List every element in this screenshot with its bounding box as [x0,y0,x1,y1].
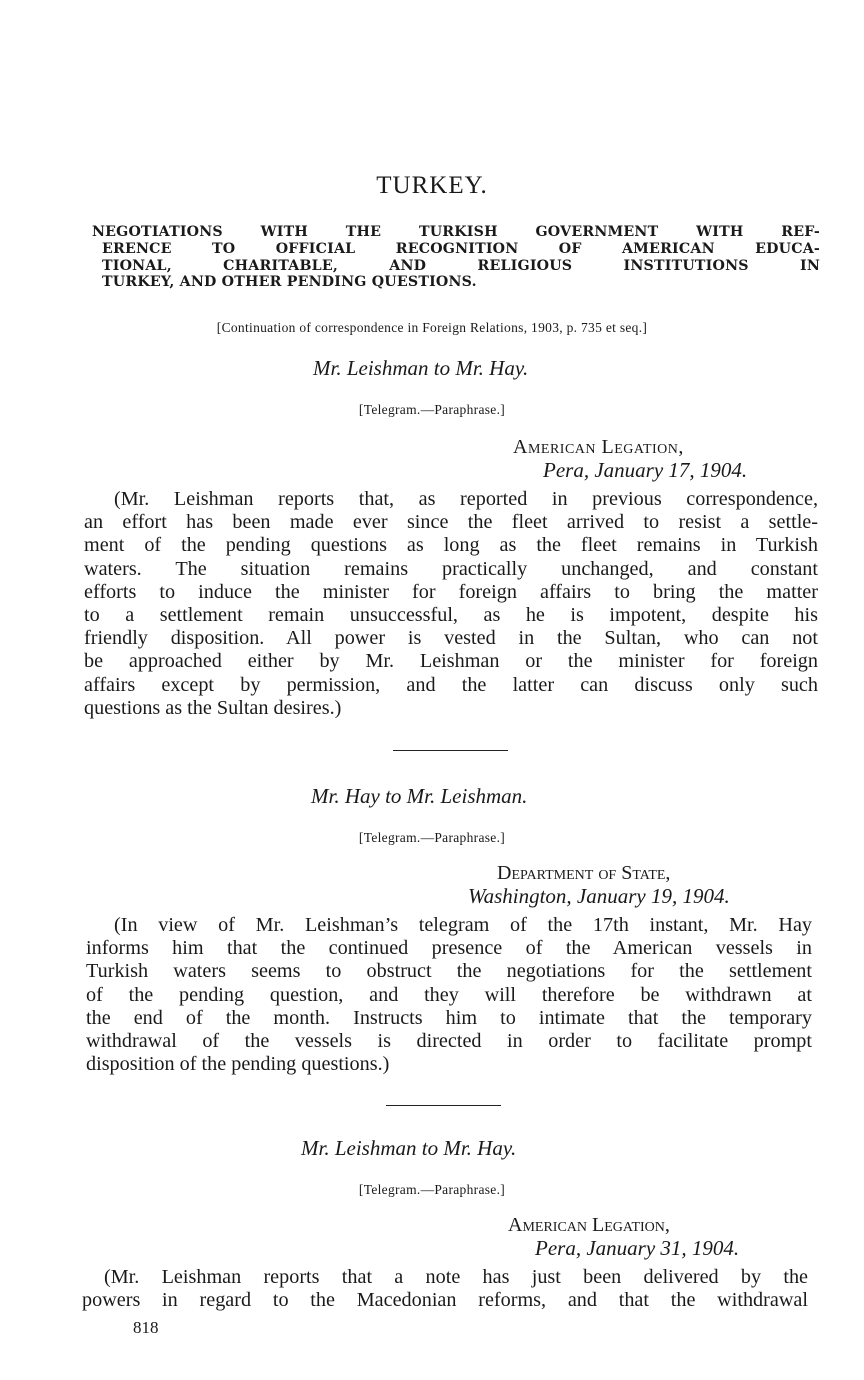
document-heading: Mr. Leishman to Mr. Hay. [301,1136,517,1160]
section-divider [393,750,508,751]
telegram-note: [Telegram.—Paraphrase.] [358,1182,506,1197]
body-line: (Mr. Leishman reports that a note has just been delivered by the [104,1266,808,1288]
body-line: withdrawal of the vessels is directed in order to facilitate prompt [86,1030,812,1053]
body-line: powers in regard to the Macedonian reforms, and that the withdrawal [82,1289,808,1312]
document-body [82,1266,808,1312]
body-line: waters. The situation remains practically unchanged, and constant [84,557,818,580]
body-line: informs him that the continued presence of the American vessels in [86,937,812,960]
body-line: to a settlement remain unsuccessful, as he is impotent, despite his [84,604,818,627]
telegram-note: [Telegram.—Paraphrase.] [358,402,506,417]
sender-place-text: Department of State, [497,862,671,884]
subheading-line: ERENCE TO OFFICIAL RECOGNITION OF AMERICAN EDUCA- [102,240,820,257]
body-line: disposition of the pending questions.) [86,1053,390,1076]
sender-place [508,1214,670,1237]
section-subheading [92,224,820,291]
body-line: questions as the Sultan desires.) [84,696,342,719]
body-line: of the pending question, and they will therefore be withdrawn at [86,983,812,1006]
page-title: TURKEY. [376,172,488,199]
body-line: (Mr. Leishman reports that, as reported in previous correspondence, [114,488,818,510]
telegram-note: [Telegram.—Paraphrase.] [358,830,506,845]
body-line: affairs except by permission, and the latter can discuss only such [84,673,818,696]
document-heading: Mr. Leishman to Mr. Hay. [313,356,529,380]
document-heading: Mr. Hay to Mr. Leishman. [311,784,528,808]
body-line: be approached either by Mr. Leishman or the minister for foreign [84,650,818,673]
sender-place-text: American Legation, [513,436,684,458]
body-line: efforts to induce the minister for foreign affairs to bring the matter [84,580,818,603]
document-date: Pera, January 17, 1904. [543,458,748,482]
document-date: Pera, January 31, 1904. [535,1236,740,1260]
body-line: Turkish waters seems to obstruct the negotiations for the settlement [86,960,812,983]
document-date: Washington, January 19, 1904. [468,884,730,908]
continuation-note: [Continuation of correspondence in Foreign Relations, 1903, p. 735 et seq.] [216,320,648,335]
body-line: (In view of Mr. Leishman’s telegram of the 17th instant, Mr. Hay [114,914,812,936]
section-divider [386,1105,501,1106]
body-line: an effort has been made ever since the fleet arrived to resist a settle- [84,511,818,534]
document-body [84,488,818,720]
page-number: 818 [133,1318,159,1337]
body-line: the end of the month. Instructs him to intimate that the temporary [86,1006,812,1029]
subheading-line: NEGOTIATIONS WITH THE TURKISH GOVERNMENT WITH REF- [92,224,820,240]
body-line: ment of the pending questions as long as the fleet remains in Turkish [84,534,818,557]
body-line: friendly disposition. All power is vested in the Sultan, who can not [84,627,818,650]
document-body [86,914,812,1076]
subheading-line: TIONAL, CHARITABLE, AND RELIGIOUS INSTITUTIONS IN [102,257,820,274]
sender-place [497,862,670,885]
sender-place-text: American Legation, [508,1214,670,1236]
subheading-line: TURKEY, AND OTHER PENDING QUESTIONS. [102,274,477,291]
sender-place [513,436,684,459]
